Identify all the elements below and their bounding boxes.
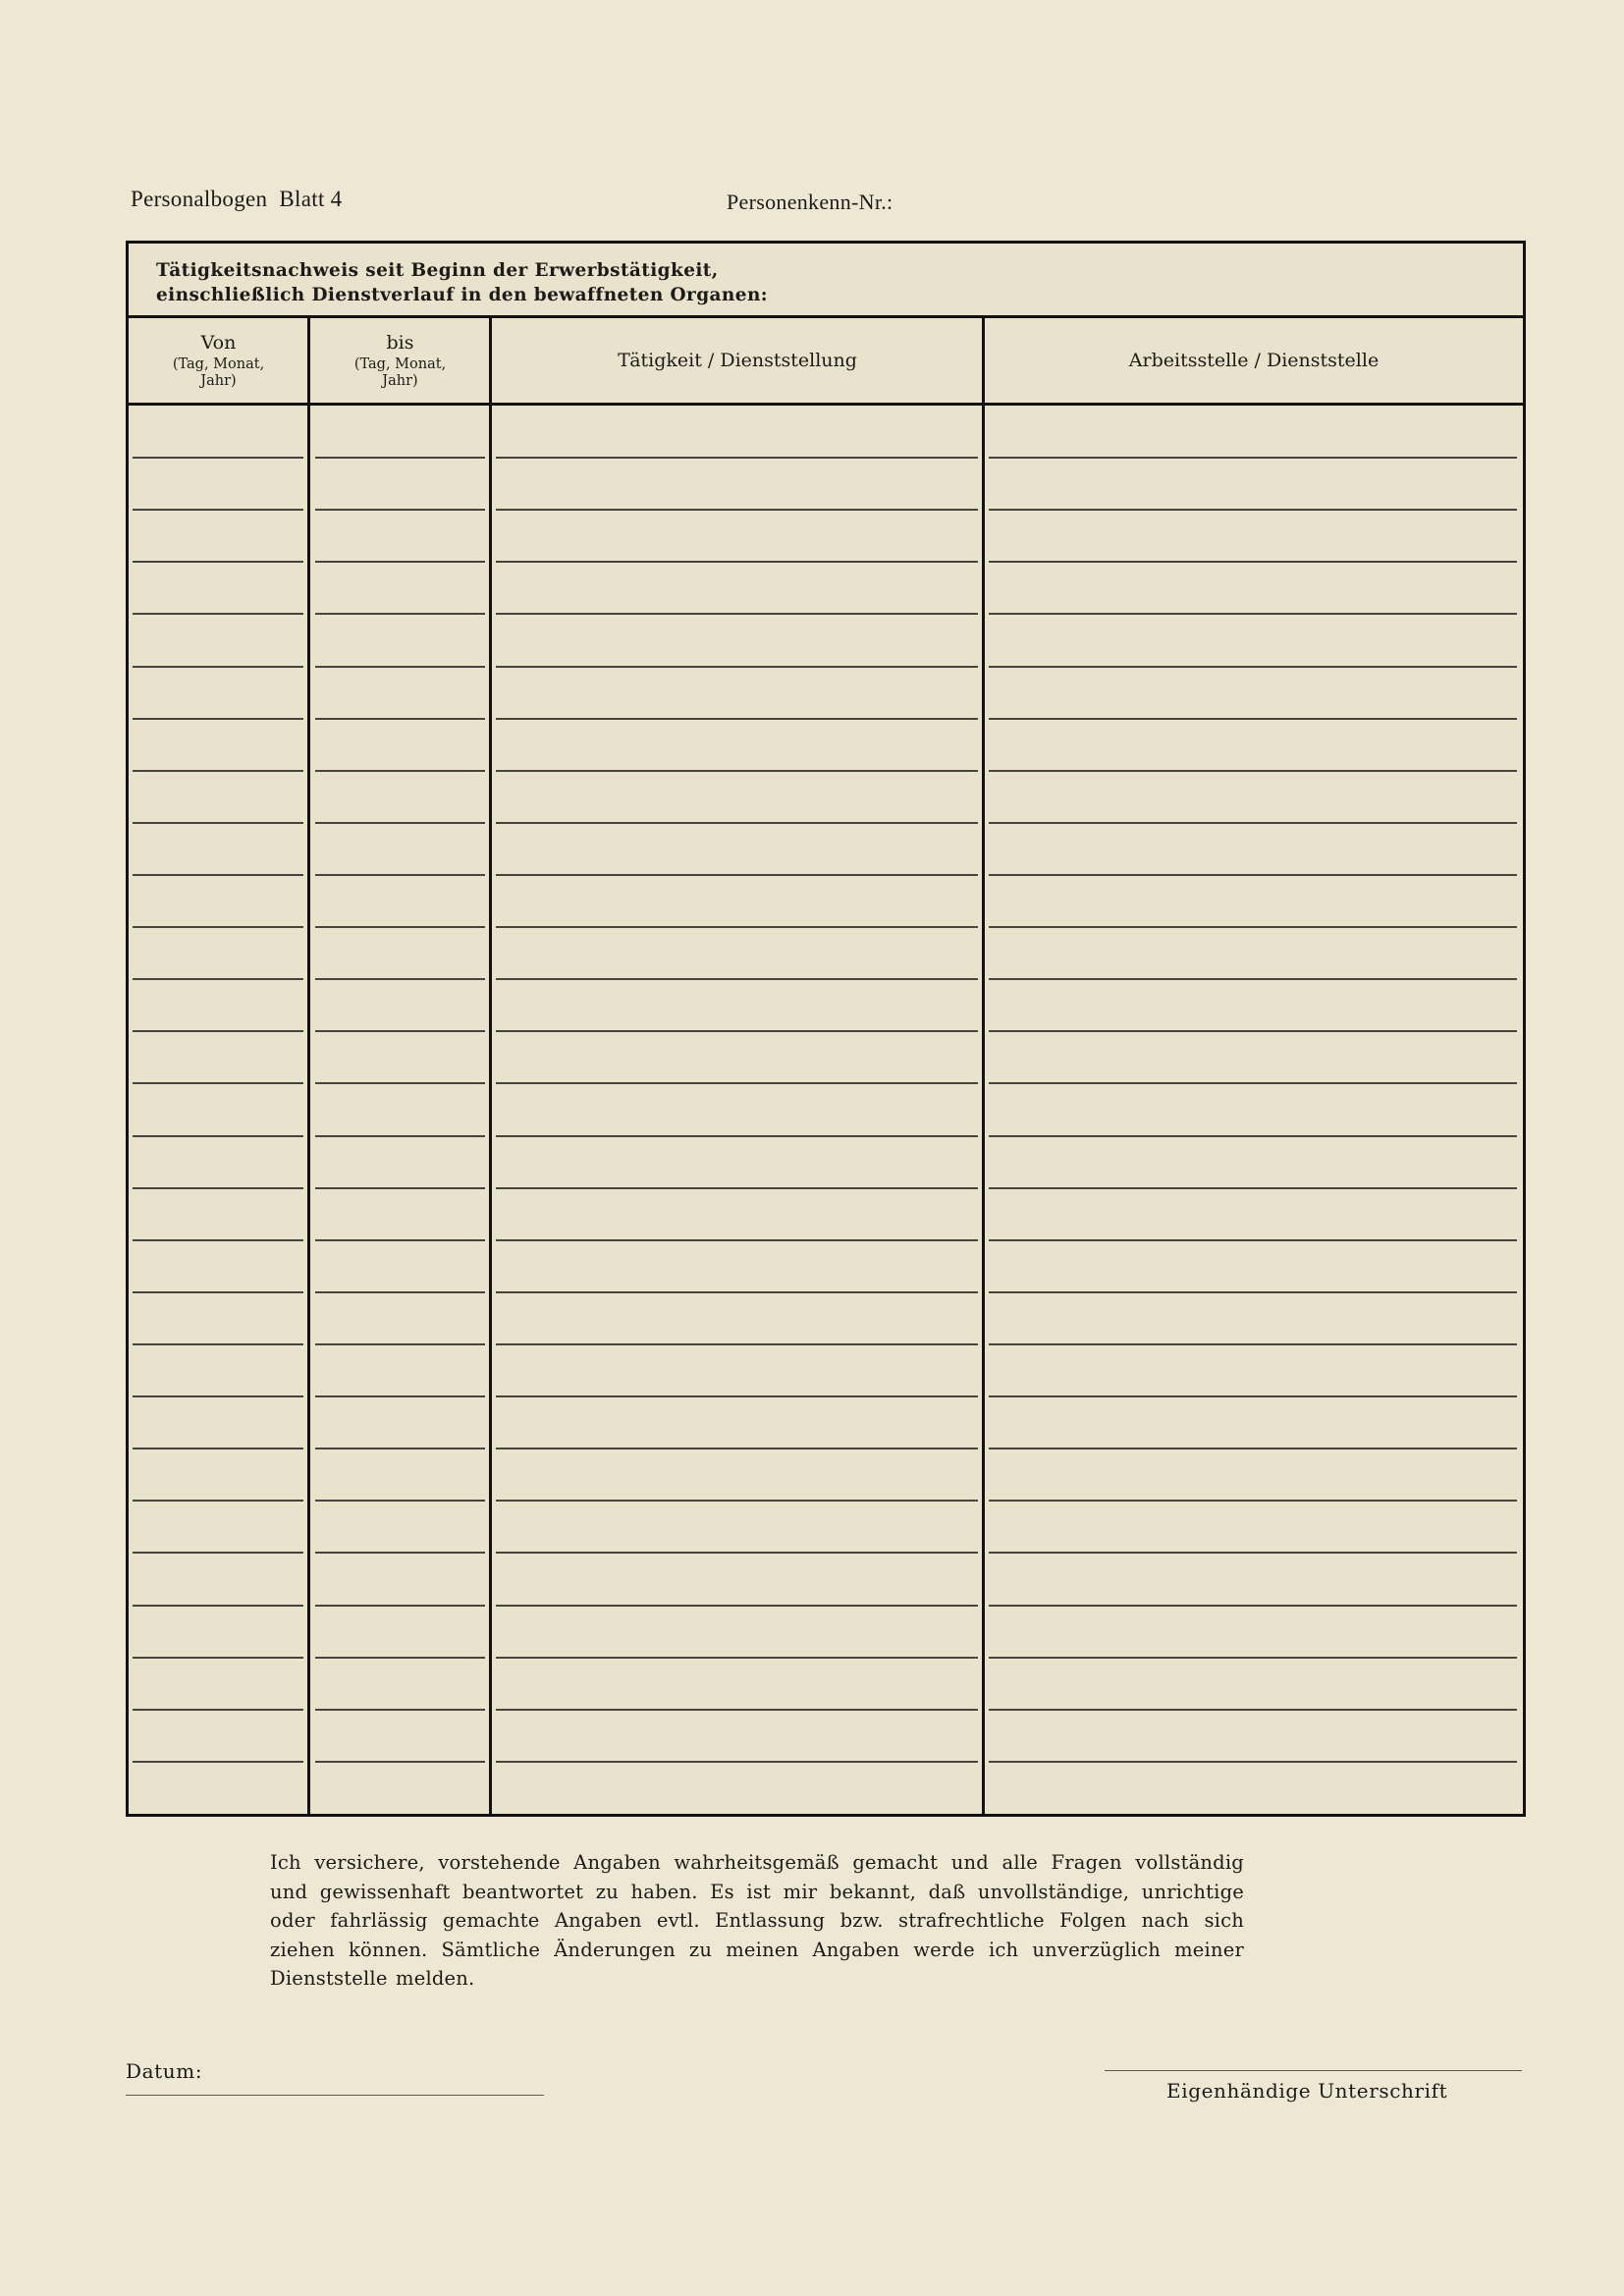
column-header-to: [310, 318, 490, 403]
table-row[interactable]: [129, 1658, 1523, 1710]
declaration-text: Ich versichere, vorstehende Angaben wahrheitsgemäß gemacht und alle Fragen vollständig und gewissenhaft beantwortet zu haben. Es ist mir bekannt, daß unvollständige, unrichtige oder fahrlässig gemachte Angaben evtl. Entlassung bzw. strafrechtliche Folgen nach sich ziehen können. Sämtliche Änderungen zu meinen Angaben werde ich unverzüglich meiner Dienststelle melden.: [270, 1851, 1244, 1990]
table-row[interactable]: [129, 1083, 1523, 1135]
date-line[interactable]: [126, 2095, 544, 2096]
table-row[interactable]: [129, 510, 1523, 562]
table-row[interactable]: [129, 823, 1523, 875]
table-row[interactable]: [129, 667, 1523, 719]
table-row[interactable]: [129, 1449, 1523, 1501]
table-row[interactable]: [129, 1240, 1523, 1292]
column-header-workplace-label: Arbeitsstelle / Dienststelle: [1128, 350, 1380, 371]
activity-record-table: [126, 241, 1526, 1817]
column-header-to-sublabel: (Tag, Monat, Jahr): [353, 355, 447, 389]
table-row[interactable]: [129, 927, 1523, 979]
table-row[interactable]: [129, 1553, 1523, 1605]
table-row[interactable]: [129, 1396, 1523, 1449]
table-row[interactable]: [129, 875, 1523, 927]
table-row[interactable]: [129, 1292, 1523, 1344]
table-row[interactable]: [129, 1136, 1523, 1188]
table-row[interactable]: [129, 1762, 1523, 1814]
table-row[interactable]: [129, 1188, 1523, 1240]
column-header-activity: [492, 318, 983, 403]
table-row[interactable]: [129, 1606, 1523, 1658]
table-row[interactable]: [129, 406, 1523, 458]
date-label: Datum:: [126, 2059, 203, 2083]
table-body: [129, 406, 1523, 1814]
person-id-label: Personenkenn-Nr.:: [727, 190, 893, 214]
sheet-label: Personalbogen Blatt 4: [131, 187, 343, 211]
table-row[interactable]: [129, 1710, 1523, 1762]
table-row[interactable]: [129, 719, 1523, 771]
table-row[interactable]: [129, 1031, 1523, 1083]
column-header-from-sublabel: (Tag, Monat, Jahr): [172, 355, 265, 389]
table-row[interactable]: [129, 458, 1523, 510]
column-header-from-label: Von: [200, 331, 237, 354]
table-header-row: [129, 318, 1523, 406]
signature-line[interactable]: [1105, 2070, 1522, 2071]
table-row[interactable]: [129, 614, 1523, 666]
table-title: Tätigkeitsnachweis seit Beginn der Erwerbstätigkeit, einschließlich Dienstverlauf in den bewaffneten Organen:: [156, 260, 769, 305]
table-title-row: [129, 244, 1523, 318]
table-row[interactable]: [129, 562, 1523, 614]
table-row[interactable]: [129, 1344, 1523, 1396]
table-row[interactable]: [129, 1501, 1523, 1553]
table-row[interactable]: [129, 979, 1523, 1031]
signature-label: Eigenhändige Unterschrift: [1166, 2079, 1448, 2103]
column-header-to-label: bis: [386, 331, 414, 354]
column-header-from: [129, 318, 308, 403]
column-header-activity-label: Tätigkeit / Dienststellung: [618, 350, 857, 371]
column-header-workplace: [985, 318, 1523, 403]
table-row[interactable]: [129, 771, 1523, 823]
